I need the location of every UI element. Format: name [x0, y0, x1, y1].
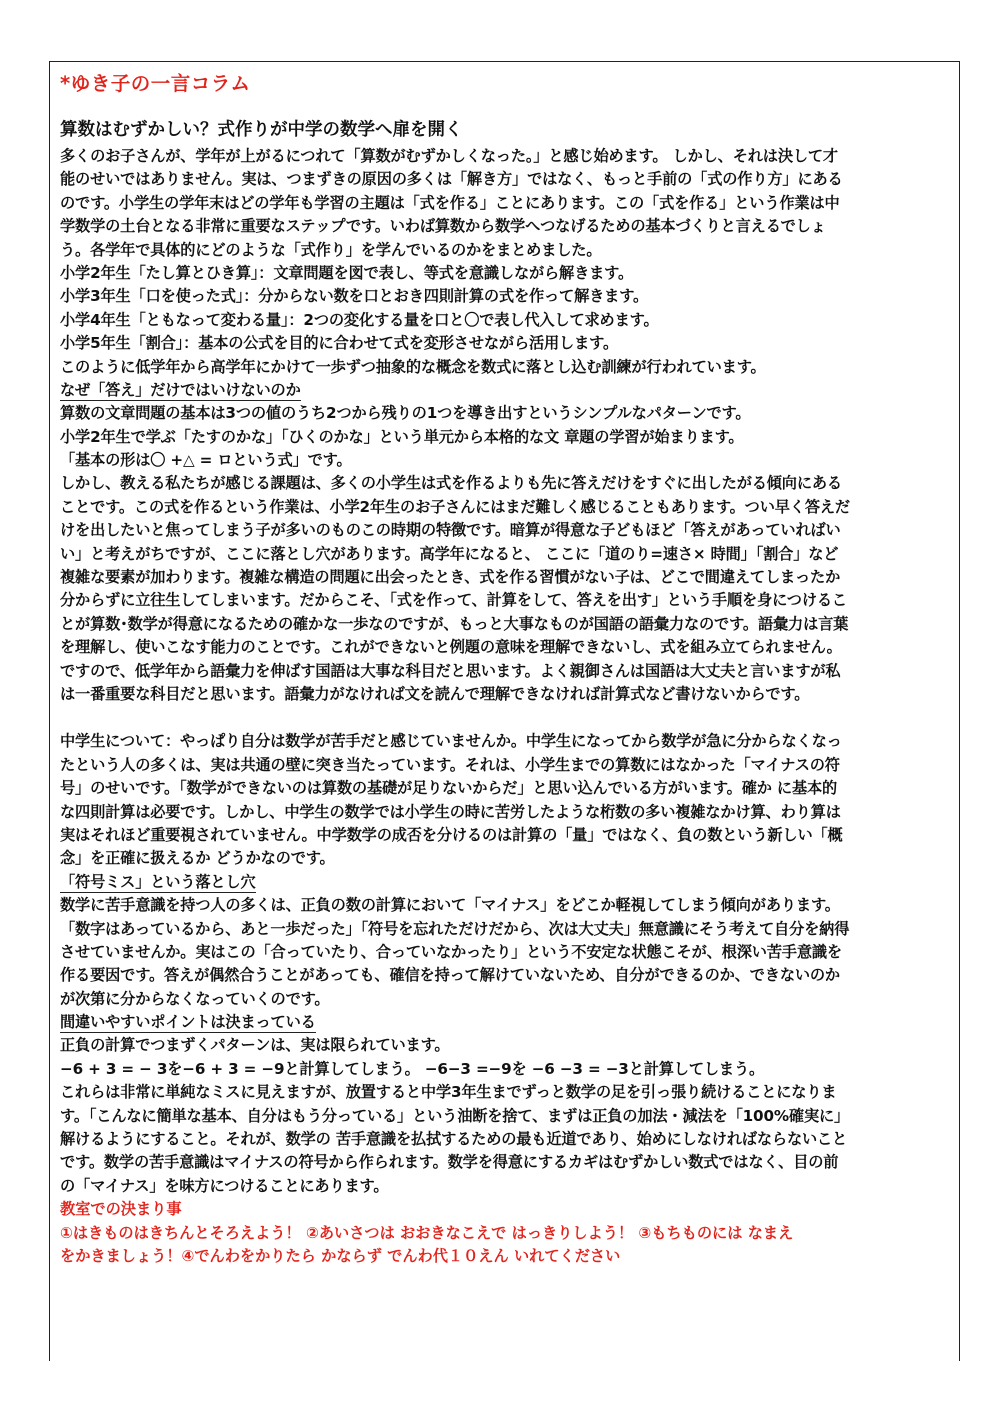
paragraph-line: 複雑な要素が加わります。複雑な構造の問題に出会ったとき、式を作る習慣がない子は、どこで間違えてしまったか	[60, 568, 841, 587]
paragraph-line: しかし、教える私たちが感じる課題は、多くの小学生は式を作るよりも先に答えだけをすぐに出したがる傾向にある	[60, 474, 842, 493]
subheading-common-mistakes	[60, 1011, 952, 1034]
paragraph-line: 「数字はあっているから、あと一歩だった」「符号を忘れただけだから、次は大丈夫」無意識にそう考えて自分を納得	[60, 919, 850, 938]
paragraph-line: を理解し、使いこなす能力のことです。これができないと例題の意味を理解できないし、式を組み立てられません。	[60, 638, 842, 657]
subheading-text: 「符号ミス」という落とし穴	[60, 872, 256, 891]
grade-item: 小学2年生「たし算とひき算」：文章問題を図で表し、等式を意識しながら解きます。	[60, 263, 634, 282]
paragraph-line: 解けるようにすること。それが、数学の 苦手意識を払拭するための最も近道であり、始めにしなければならないこと	[60, 1130, 848, 1149]
paragraph-line: たという人の多くは、実は共通の壁に突き当たっています。それは、小学生までの算数にはなかった「マイナスの符	[60, 755, 840, 774]
paragraph-line: 「基本の形は〇 +△ = ロという式」です。	[60, 451, 352, 470]
paragraph-line: 中学生について：やっぱり自分は数学が苦手だと感じていませんか。中学生になってから数学が急に分からなくなっ	[60, 732, 842, 751]
classroom-rules-line: をかきましょう！④でんわをかりたら かならず でんわ代１０えん いれてください	[60, 1246, 621, 1265]
paragraph-line: です。数学の苦手意識はマイナスの符号から作られます。数学を得意にするカギはむずかしい数式ではなく、目の前	[60, 1153, 839, 1172]
paragraph-line: が次第に分からなくなっていくのです。	[60, 989, 330, 1008]
classroom-rules-line: ①はきものはきちんとそろえよう！ ②あいさつは おおきなこえで はっきりしよう！ ③もちものには なまえ	[60, 1223, 794, 1242]
paragraph-gap	[60, 706, 952, 730]
paragraph-line: の「マイナス」を味方につけることにあります。	[60, 1176, 389, 1195]
paragraph-line: う。各学年で具体的にどのような「式作り」を学んでいるのかをまとめました。	[60, 240, 602, 259]
paragraph-line: のです。小学生の学年末はどの学年も学習の主題は「式を作る」ことにあります。この「式を作る」という作業は中	[60, 193, 840, 212]
paragraph-line: 念」を正確に扱えるか どうかなのです。	[60, 849, 335, 868]
section-grade-formulas	[60, 145, 952, 1268]
classroom-rules-heading: 教室での決まり事	[60, 1200, 182, 1219]
paragraph-line: ことです。この式を作るという作業は、小学2年生のお子さんにはまだ難しく感じることもあります。つい早く答えだ	[60, 497, 850, 516]
paragraph-line: させていませんか。実はこの「合っていたり、合っていなかったり」という不安定な状態こそが、根深い苦手意識を	[60, 942, 842, 961]
column-content	[60, 70, 952, 1268]
grade-item: 小学3年生「口を使った式」：分からない数を口とおき四則計算の式を作って解きます。	[60, 287, 649, 306]
paragraph-line: 分からずに立往生してしまいます。だからこそ、「式を作って、計算をして、答えを出す」という手順を身につけるこ	[60, 591, 847, 610]
column-title: *ゆき子の一言コラム	[60, 72, 251, 95]
grade-item: 小学4年生「ともなって変わる量」：2つの変化する量を口と〇で表し代入して求めます。	[60, 310, 659, 329]
subheading-text: なぜ「答え」だけではいけないのか	[60, 380, 301, 399]
formula-line: −6 + 3 = − 3を−6 + 3 = −9と計算してしまう。 −6−3 =−9を −6 −3 = −3と計算してしまう。	[60, 1059, 765, 1078]
paragraph-line: 多くのお子さんが、学年が上がるにつれて「算数がむずかしくなった。」と感じ始めます。 しかし、それは決して才	[60, 147, 838, 165]
paragraph-line: とが算数･数学が得意になるための確かな一歩なのですが、もっと大事なものが国語の語彙力なのです。語彙力は言葉	[60, 614, 849, 633]
subheading-why-not-answer	[60, 379, 952, 402]
paragraph-line: 数学に苦手意識を持つ人の多くは、正負の数の計算において「マイナス」をどこか軽視してしまう傾向があります。	[60, 896, 840, 915]
paragraph-line: これらは非常に単純なミスに見えますが、放置すると中学3年生までずっと数学の足を引っ張り続けることになりま	[60, 1083, 837, 1102]
paragraph-line: このように低学年から高学年にかけて一歩ずつ抽象的な概念を数式に落とし込む訓練が行われています。	[60, 357, 766, 376]
paragraph-line: 正負の計算でつまずくパターンは、実は限られています。	[60, 1036, 450, 1055]
paragraph-line: い」と考えがちですが、ここに落とし穴があります。高学年になると、 ここに「道のり=速さ× 時間」「割合」など	[60, 544, 839, 563]
paragraph-line: 小学2年生で学ぶ「たすのかな」「ひくのかな」という単元から本格的な文 章題の学習が始まります。	[60, 427, 744, 446]
paragraph-line: 能のせいではありません。実は、つまずきの原因の多くは「解き方」ではなく、もっと手前の「式の作り方」にある	[60, 170, 843, 189]
paragraph-line: 実はそれほど重要視されていません。中学数学の成否を分けるのは計算の「量」ではなく、負の数という新しい「概	[60, 825, 843, 844]
subheading-text: 間違いやすいポイントは決まっている	[60, 1013, 316, 1032]
grade-item: 小学5年生「割合」：基本の公式を目的に合わせて式を変形させながら活用します。	[60, 334, 618, 353]
paragraph-line: ですので、低学年から語彙力を伸ばす国語は大事な科目だと思います。よく親御さんは国語は大丈夫と言いますが私	[60, 661, 841, 680]
paragraph-line: 算数の文章問題の基本は3つの値のうち2つから残りの1つを導き出すというシンプルなパターンです。	[60, 404, 751, 423]
paragraph-line: 学数学の土台となる非常に重要なステップです。いわば算数から数学へつなげるための基本づくりと言えるでしょ	[60, 217, 826, 236]
paragraph-line: 作る要因です。答えが偶然合うことがあっても、確信を持って解けていないため、自分ができるのか、できないのか	[60, 966, 840, 985]
paragraph-line: は一番重要な科目だと思います。語彙力がなければ文を読んで理解できなければ計算式など書けないからです。	[60, 684, 810, 703]
paragraph-line: けを出したいと焦ってしまう子が多いのものこの時期の特徴です。暗算が得意な子どもほど「答えがあっていればい	[60, 521, 841, 540]
subheading-sign-mistake	[60, 871, 952, 894]
paragraph-line: す。「こんなに簡単な基本、自分はもう分っている」という油断を捨て、まずは正負の加法・減法を「100%確実に」	[60, 1106, 850, 1125]
paragraph-line: な四則計算は必要です。しかし、中学生の数学では小学生の時に苦労したような桁数の多い複雑なかけ算、わり算は	[60, 802, 841, 821]
paragraph-line: 号」のせいです。「数学ができないのは算数の基礎が足りないからだ」と思い込んでいる方がいます。確か に基本的	[60, 779, 838, 798]
article-headline: 算数はむずかしい？式作りが中学の数学へ扉を開く	[60, 120, 463, 140]
